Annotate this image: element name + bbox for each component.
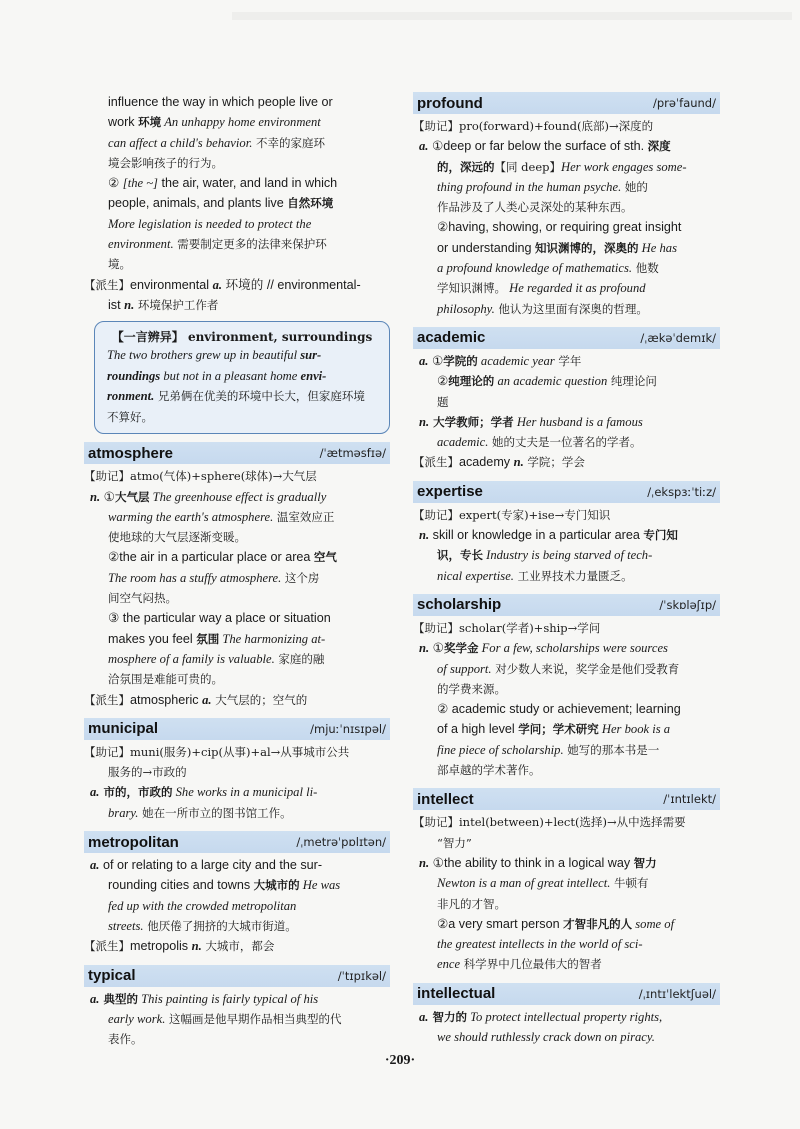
mnemonic-line: 【助记】atmo(气体)+sphere(球体)→大气层 (84, 469, 317, 484)
left-column (84, 92, 390, 1049)
entry-environment-continued (84, 92, 390, 315)
derivative-line: 【派生】atmospheric a. 大气层的；空气的 (84, 692, 308, 707)
distinction-line: 不算好。 (107, 409, 153, 424)
example-line: fed up with the crowded metropolitan (108, 898, 297, 913)
sense-1: a. 典型的 This painting is fairly typical of his (90, 991, 319, 1006)
example-line: More legislation is needed to protect the (108, 216, 312, 231)
example-line: can affect a child's behavior. 不幸的家庭环 (108, 135, 325, 150)
entry-profound (413, 92, 720, 319)
sense-1: a. ①学院的 academic year 学年 (419, 353, 582, 368)
headword: academic (417, 329, 486, 347)
phonetic: /ˈætməsfɪə/ (319, 446, 386, 461)
headword: expertise (417, 483, 483, 501)
translation-line: 表作。 (108, 1032, 143, 1047)
headword: scholarship (417, 596, 502, 614)
example-line: philosophy. 他认为这里面有深奥的哲理。 (437, 301, 648, 316)
definition-line: 识，专长 Industry is being starved of tech- (437, 548, 653, 563)
top-decoration (232, 12, 792, 20)
example-line: of support. 对少数人来说，奖学金是他们受教育 (437, 661, 680, 676)
example-line: ence 科学界中几位最伟大的智者 (437, 957, 602, 972)
example-line: nical expertise. 工业界技术力量匮乏。 (437, 568, 633, 583)
translation-line: 非凡的才智。 (437, 896, 506, 911)
example-line: thing profound in the human psyche. 她的 (437, 179, 648, 194)
phonetic: /ˌɪntɪˈlektʃuəl/ (638, 986, 716, 1001)
example-line: warming the earth's atmosphere. 温室效应正 (108, 509, 335, 524)
page-number: ·209· (384, 1053, 416, 1068)
mnemonic-line: 【助记】pro(forward)+found(底部)→深度的 (413, 119, 654, 133)
sense-2: ②the air in a particular place or area 空气 (108, 550, 337, 565)
example-line: 学知识渊博。 He regarded it as profound (437, 281, 646, 296)
derivative-line: 【派生】metropolis n. 大城市，都会 (84, 939, 275, 954)
sense-2: ②having, showing, or requiring great insight (437, 220, 682, 235)
example-line: environment. 需要制定更多的法律来保护环 (108, 237, 327, 252)
sense-3: n. 大学教师；学者 Her husband is a famous (419, 414, 643, 429)
derivative-line: 【派生】environmental a. 环境的 // environmental- (84, 277, 361, 292)
phonetic: /ˌekspɜːˈtiːz/ (647, 484, 716, 499)
derivative-line: ist n. 环境保护工作者 (108, 297, 219, 312)
sense-2: ②a very smart person 才智非凡的人 some of (437, 916, 675, 931)
headword: metropolitan (88, 833, 179, 851)
headword-bar (413, 788, 720, 810)
distinction-title: 【一言辨异】 environment, surroundings (111, 330, 373, 345)
translation-line: 作品涉及了人类心灵深处的某种东西。 (437, 200, 633, 215)
entry-intellectual (413, 983, 720, 1048)
definition-line: makes you feel 氛围 The harmonizing at- (108, 631, 326, 646)
distinction-line: roundings but not in a pleasant home envi- (107, 368, 327, 383)
sense-2: ②纯理论的 an academic question 纯理论问 (437, 374, 657, 389)
headword: profound (417, 94, 483, 112)
definition-line: people, animals, and plants live 自然环境 (108, 196, 334, 211)
headword-bar (84, 442, 390, 464)
phonetic: /ˌækəˈdemɪk/ (640, 330, 716, 345)
example-line: we should ruthlessly crack down on piracy. (437, 1029, 655, 1044)
translation-line: 使地球的大气层逐渐变暖。 (108, 530, 246, 545)
sense-1: n. skill or knowledge in a particular area 专门知 (419, 528, 678, 543)
headword: intellect (417, 790, 474, 808)
sense-1: a. of or relating to a large city and the sur- (90, 858, 323, 873)
headword: municipal (88, 720, 159, 738)
example-line: fine piece of scholarship. 她写的那本书是一 (437, 742, 660, 757)
headword-bar (84, 831, 390, 853)
headword-bar (413, 983, 720, 1005)
example-line: brary. 她在一所市立的图书馆工作。 (108, 805, 292, 820)
mnemonic-line: “智力” (437, 835, 472, 850)
headword: intellectual (417, 985, 496, 1003)
sense-1: n. ①the ability to think in a logical way 智力 (419, 855, 657, 870)
example-line: a profound knowledge of mathematics. 他数 (437, 261, 659, 276)
definition-line: rounding cities and towns 大城市的 He was (108, 878, 341, 893)
translation-line: 境。 (108, 257, 131, 272)
derivative-line: 【派生】academy n. 学院；学会 (413, 455, 585, 470)
definition-line: or understanding 知识渊博的，深奥的 He has (437, 240, 678, 255)
sense-1: a. ①deep or far below the surface of sth. 深度 (419, 139, 671, 154)
phonetic: /mjuːˈnɪsɪpəl/ (310, 721, 386, 736)
sense-1: n. ①大气层 The greenhouse effect is gradually (90, 489, 327, 504)
example-line: streets. 他厌倦了拥挤的大城市街道。 (108, 918, 297, 933)
distinction-box (94, 321, 390, 434)
translation-line: 的学费来源。 (437, 681, 506, 696)
entry-expertise (413, 481, 720, 586)
right-column (413, 86, 720, 1047)
headword-bar (413, 327, 720, 349)
translation-line: 部卓越的学术著作。 (437, 763, 541, 778)
definition-line: of a high level 学问；学术研究 Her book is a (437, 722, 671, 737)
phonetic: /ˈɪntɪlekt/ (663, 792, 716, 807)
definition-line: 的，深远的【同 deep】Her work engages some- (437, 159, 687, 174)
example-line: academic. 她的丈夫是一位著名的学者。 (437, 435, 642, 450)
headword-bar (413, 92, 720, 114)
mnemonic-line: 服务的→市政的 (108, 765, 187, 780)
example-line: The room has a stuffy atmosphere. 这个房 (108, 570, 320, 585)
translation-line: 间空气闷热。 (108, 591, 177, 606)
example-line: Newton is a man of great intellect. 牛顿有 (437, 876, 649, 891)
distinction-line: The two brothers grew up in beautiful sur- (107, 348, 322, 363)
entry-scholarship (413, 594, 720, 780)
headword: typical (88, 967, 136, 984)
headword-bar (413, 594, 720, 616)
mnemonic-line: 【助记】scholar(学者)+ship→学问 (413, 620, 601, 635)
definition-line: work 环境 An unhappy home environment (108, 115, 321, 130)
entry-municipal (84, 718, 390, 823)
translation-line: 境会影响孩子的行为。 (108, 155, 223, 170)
phonetic: /ˈskɒləʃɪp/ (659, 597, 716, 612)
entry-metropolitan (84, 831, 390, 956)
sense-1: n. ①奖学金 For a few, scholarships were sources (419, 641, 668, 656)
headword-bar (413, 481, 720, 503)
mnemonic-line: 【助记】intel(between)+lect(选择)→从中选择需要 (413, 815, 686, 830)
mnemonic-line: 【助记】muni(服务)+cip(从事)+al→从事城市公共 (84, 744, 350, 759)
sense-1: a. 智力的 To protect intellectual property rights, (419, 1009, 663, 1024)
headword-bar (84, 718, 390, 740)
phonetic: /prəˈfaund/ (653, 96, 716, 110)
phonetic: /ˌmetrəˈpɒlɪtən/ (296, 835, 386, 850)
mnemonic-line: 【助记】expert(专家)+ise→专门知识 (413, 507, 611, 522)
sense-2: ② [the ~] the air, water, and land in which (108, 176, 338, 191)
sense-2: ② academic study or achievement; learning (437, 702, 681, 717)
example-line: mosphere of a family is valuable. 家庭的融 (108, 651, 325, 666)
translation-line: 洽氛围是难能可贵的。 (108, 672, 223, 687)
sense-3: ③ the particular way a place or situation (108, 611, 331, 626)
entry-typical (84, 965, 390, 1050)
entry-academic (413, 327, 720, 473)
entry-intellect (413, 788, 720, 974)
phonetic: /ˈtɪpɪkəl/ (337, 968, 386, 983)
sense-1: a. 市的，市政的 She works in a municipal li- (90, 785, 318, 800)
example-line: early work. 这幅画是他早期作品相当典型的代 (108, 1011, 342, 1026)
headword-bar (84, 965, 390, 987)
definition-line: influence the way in which people live or (108, 95, 333, 109)
headword: atmosphere (88, 444, 174, 462)
distinction-line: ronment. 兄弟俩在优美的环境中长大，但家庭环境 (107, 389, 365, 404)
translation-line: 题 (437, 394, 449, 409)
entry-atmosphere (84, 442, 390, 710)
example-line: the greatest intellects in the world of sci- (437, 937, 643, 952)
